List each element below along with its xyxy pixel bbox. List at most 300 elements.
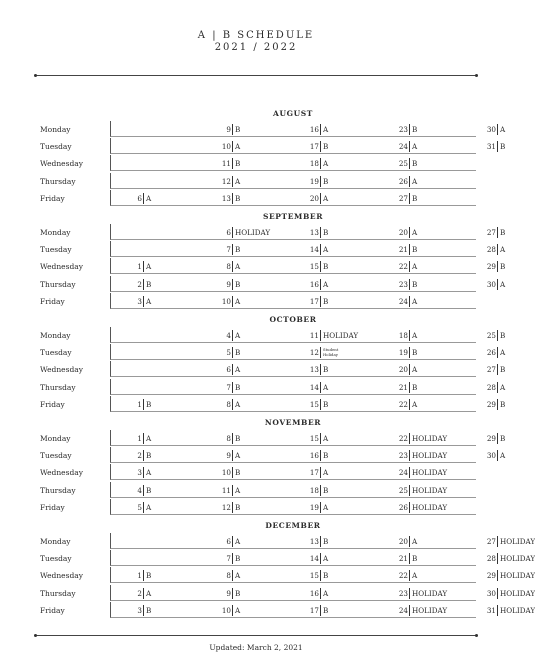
divider-mark	[320, 193, 321, 204]
date-number: 20	[398, 228, 408, 237]
date-number: 10	[221, 468, 231, 478]
divider-mark	[497, 382, 498, 393]
day-row	[40, 173, 476, 190]
ab-day-label: A	[412, 537, 418, 546]
ab-day-label: A	[323, 125, 329, 134]
date-number: 28	[486, 245, 496, 255]
divider-mark	[320, 227, 321, 238]
day-row	[40, 396, 506, 413]
divider-mark	[232, 261, 233, 272]
ab-day-label: A	[235, 399, 241, 409]
ab-day-label: B	[323, 365, 329, 375]
day-row	[40, 567, 535, 584]
ab-day-label: A	[235, 605, 241, 615]
ab-day-label: B	[412, 159, 418, 169]
date-number: 5	[137, 502, 142, 512]
day-label: Friday	[40, 502, 65, 512]
day-row	[40, 190, 476, 207]
ab-day-label: B	[412, 554, 418, 564]
divider-mark	[497, 553, 498, 564]
ab-day-label: A	[500, 279, 506, 289]
divider-mark	[409, 553, 410, 564]
week-cells	[110, 430, 506, 446]
divider-mark	[320, 124, 321, 135]
day-label: Thursday	[40, 279, 76, 289]
divider-mark	[409, 347, 410, 358]
holiday-label: HOLIDAY	[500, 554, 535, 564]
date-number: 16	[309, 588, 319, 598]
date-number: 3	[137, 468, 142, 478]
ab-day-label: A	[323, 382, 329, 392]
month-title-september: SEPTEMBER	[262, 212, 324, 221]
divider-mark	[143, 296, 144, 307]
ab-day-label: B	[323, 605, 329, 615]
ab-day-label: A	[146, 296, 152, 306]
ab-day-label: A	[146, 262, 152, 272]
day-label: Tuesday	[40, 142, 72, 152]
date-number: 22	[398, 399, 408, 409]
divider-mark	[409, 364, 410, 375]
divider-mark	[409, 279, 410, 290]
divider-mark	[409, 502, 410, 513]
date-number: 14	[309, 554, 319, 564]
divider-mark	[409, 605, 410, 616]
date-number: 12	[221, 502, 231, 512]
ab-day-label: A	[412, 571, 418, 581]
divider-mark	[497, 141, 498, 152]
ab-day-label: B	[235, 468, 241, 478]
date-number: 29	[486, 399, 496, 409]
ab-day-label: A	[235, 142, 241, 152]
date-number: 19	[309, 502, 319, 512]
day-row	[40, 379, 506, 396]
divider-mark	[320, 296, 321, 307]
day-row	[40, 430, 506, 447]
holiday-label: HOLIDAY	[500, 605, 535, 615]
divider-mark	[320, 279, 321, 290]
date-number: 16	[309, 125, 319, 134]
date-number: 17	[309, 468, 319, 478]
day-label: Friday	[40, 296, 65, 306]
day-label: Thursday	[40, 485, 76, 495]
day-label: Wednesday	[40, 262, 83, 272]
divider-mark	[232, 364, 233, 375]
day-label: Thursday	[40, 176, 76, 186]
divider-mark	[232, 244, 233, 255]
divider-mark	[497, 279, 498, 290]
week-cells	[110, 361, 506, 377]
week-cells	[110, 379, 506, 395]
ab-day-label: B	[323, 176, 329, 186]
divider-mark	[320, 382, 321, 393]
date-number: 15	[309, 571, 319, 581]
holiday-label: HOLIDAY	[412, 502, 448, 512]
top-divider	[36, 75, 476, 76]
ab-day-label: A	[235, 331, 241, 340]
date-number: 17	[309, 605, 319, 615]
divider-mark	[232, 399, 233, 410]
divider-mark	[409, 382, 410, 393]
date-number: 24	[398, 142, 408, 152]
day-row	[40, 482, 476, 499]
day-row	[40, 361, 506, 378]
date-number: 5	[226, 348, 231, 358]
ab-day-label: B	[146, 485, 152, 495]
date-number: 27	[398, 193, 408, 203]
divider-mark	[497, 227, 498, 238]
ab-day-label: B	[146, 451, 152, 461]
holiday-label: HOLIDAY	[412, 485, 448, 495]
title-line-2: 2021 / 2022	[214, 42, 298, 53]
date-number: 2	[137, 279, 142, 289]
divider-mark	[409, 124, 410, 135]
ab-day-label: B	[412, 245, 418, 255]
ab-day-label: B	[146, 605, 152, 615]
ab-day-label: A	[500, 382, 506, 392]
divider-mark	[320, 450, 321, 461]
divider-mark	[143, 450, 144, 461]
ab-day-label: B	[412, 382, 418, 392]
day-label: Wednesday	[40, 571, 83, 581]
divider-mark	[143, 485, 144, 496]
holiday-label: HOLIDAY	[235, 228, 271, 237]
date-number: 13	[221, 193, 231, 203]
ab-day-label: A	[235, 365, 241, 375]
date-number: 25	[398, 159, 408, 169]
day-row	[40, 447, 506, 464]
ab-day-label: A	[146, 588, 152, 598]
ab-day-label: B	[323, 485, 329, 495]
ab-day-label: A	[412, 331, 418, 340]
date-number: 15	[309, 399, 319, 409]
ab-day-label: A	[146, 468, 152, 478]
date-number: 8	[226, 262, 231, 272]
divider-mark	[232, 536, 233, 547]
holiday-label: HOLIDAY	[500, 571, 535, 581]
ab-day-label: A	[146, 193, 152, 203]
divider-mark	[409, 176, 410, 187]
date-number: 2	[137, 451, 142, 461]
holiday-label: HOLIDAY	[412, 588, 448, 598]
date-number: 23	[398, 451, 408, 461]
divider-mark	[232, 141, 233, 152]
divider-mark	[320, 553, 321, 564]
ab-day-label: B	[500, 399, 506, 409]
student-holiday-label: Student Holiday	[323, 347, 339, 357]
divider-mark	[497, 261, 498, 272]
divider-mark	[232, 158, 233, 169]
ab-day-label: A	[235, 296, 241, 306]
date-number: 31	[486, 605, 496, 615]
ab-day-label: A	[235, 262, 241, 272]
date-number: 1	[137, 262, 142, 272]
ab-day-label: B	[235, 554, 241, 564]
ab-day-label: B	[412, 125, 418, 134]
week-cells	[110, 396, 506, 412]
holiday-label: HOLIDAY	[412, 434, 448, 443]
ab-day-label: A	[323, 588, 329, 598]
holiday-label: HOLIDAY	[412, 605, 448, 615]
ab-day-label: A	[323, 502, 329, 512]
divider-mark	[497, 244, 498, 255]
date-number: 24	[398, 605, 408, 615]
date-number: 6	[226, 537, 231, 546]
divider-mark	[232, 330, 233, 341]
divider-mark	[232, 279, 233, 290]
date-number: 12	[309, 348, 319, 358]
divider-mark	[320, 347, 321, 358]
ab-day-label: B	[146, 279, 152, 289]
date-number: 31	[486, 142, 496, 152]
day-row	[40, 464, 476, 481]
divider-mark	[143, 279, 144, 290]
day-row	[40, 550, 535, 567]
divider-mark	[497, 399, 498, 410]
day-label: Tuesday	[40, 245, 72, 255]
ab-day-label: B	[235, 245, 241, 255]
date-number: 29	[486, 434, 496, 443]
date-number: 30	[486, 279, 496, 289]
ab-day-label: B	[323, 142, 329, 152]
date-number: 23	[398, 125, 408, 134]
divider-mark	[497, 347, 498, 358]
day-label: Monday	[40, 125, 71, 134]
ab-day-label: A	[323, 245, 329, 255]
ab-day-label: B	[146, 399, 152, 409]
date-number: 22	[398, 262, 408, 272]
date-number: 16	[309, 279, 319, 289]
divider-mark	[409, 193, 410, 204]
date-number: 9	[226, 279, 231, 289]
divider-mark	[232, 570, 233, 581]
date-number: 26	[486, 348, 496, 358]
divider-mark	[232, 193, 233, 204]
date-number: 9	[226, 125, 231, 134]
divider-mark	[320, 605, 321, 616]
ab-day-label: A	[412, 176, 418, 186]
date-number: 17	[309, 296, 319, 306]
ab-day-label: A	[500, 125, 506, 134]
divider-mark	[232, 605, 233, 616]
divider-mark	[320, 141, 321, 152]
ab-day-label: A	[146, 502, 152, 512]
ab-day-label: A	[323, 159, 329, 169]
day-row	[40, 276, 506, 293]
date-number: 30	[486, 588, 496, 598]
holiday-label: HOLIDAY	[500, 588, 535, 598]
holiday-label: HOLIDAY	[412, 451, 448, 461]
divider-mark	[320, 330, 321, 341]
week-cells	[110, 190, 476, 206]
divider-mark	[320, 158, 321, 169]
schedule-title	[0, 30, 512, 54]
month-title-november: NOVEMBER	[264, 418, 322, 427]
divider-mark	[232, 433, 233, 444]
ab-day-label: A	[235, 485, 241, 495]
date-number: 26	[398, 176, 408, 186]
day-row	[40, 138, 506, 155]
date-number: 28	[486, 382, 496, 392]
divider-mark	[409, 296, 410, 307]
ab-day-label: A	[412, 296, 418, 306]
day-row	[40, 602, 535, 619]
week-cells	[110, 241, 506, 257]
date-number: 4	[137, 485, 142, 495]
ab-day-label: B	[235, 193, 241, 203]
ab-day-label: B	[412, 348, 418, 358]
divider-mark	[143, 193, 144, 204]
divider-mark	[409, 536, 410, 547]
divider-mark	[409, 244, 410, 255]
date-number: 6	[137, 193, 142, 203]
ab-day-label: A	[412, 142, 418, 152]
divider-mark	[320, 176, 321, 187]
date-number: 2	[137, 588, 142, 598]
ab-day-label: A	[235, 571, 241, 581]
divider-mark	[320, 485, 321, 496]
day-row	[40, 293, 476, 310]
date-number: 25	[398, 485, 408, 495]
date-number: 6	[226, 228, 231, 237]
ab-day-label: A	[500, 348, 506, 358]
ab-day-label: A	[412, 365, 418, 375]
divider-mark	[143, 502, 144, 513]
date-number: 10	[221, 296, 231, 306]
day-label: Thursday	[40, 382, 76, 392]
day-label: Monday	[40, 228, 71, 237]
divider-mark	[232, 347, 233, 358]
ab-day-label: A	[323, 193, 329, 203]
divider-mark	[232, 382, 233, 393]
ab-day-label: B	[235, 279, 241, 289]
ab-day-label: A	[323, 554, 329, 564]
ab-day-label: B	[500, 365, 506, 375]
date-number: 1	[137, 399, 142, 409]
date-number: 3	[137, 605, 142, 615]
week-cells	[110, 138, 506, 154]
week-cells	[110, 567, 535, 583]
date-number: 23	[398, 279, 408, 289]
divider-mark	[320, 433, 321, 444]
date-number: 10	[221, 142, 231, 152]
divider-mark	[143, 467, 144, 478]
ab-day-label: B	[235, 434, 241, 443]
date-number: 20	[309, 193, 319, 203]
divider-mark	[232, 485, 233, 496]
week-cells	[110, 464, 476, 480]
divider-mark	[497, 433, 498, 444]
date-number: 7	[226, 245, 231, 255]
divider-mark	[232, 467, 233, 478]
date-number: 21	[398, 245, 408, 255]
date-number: 15	[309, 434, 319, 443]
divider-mark	[409, 141, 410, 152]
date-number: 16	[309, 451, 319, 461]
date-number: 21	[398, 382, 408, 392]
holiday-label: HOLIDAY	[323, 331, 359, 340]
date-number: 11	[221, 485, 231, 495]
ab-day-label: B	[500, 262, 506, 272]
ab-day-label: B	[323, 228, 329, 237]
date-number: 25	[486, 331, 496, 340]
divider-mark	[320, 261, 321, 272]
date-number: 27	[486, 228, 496, 237]
ab-day-label: B	[235, 588, 241, 598]
holiday-label: HOLIDAY	[412, 468, 448, 478]
date-number: 11	[309, 331, 319, 340]
ab-day-label: A	[500, 245, 506, 255]
week-cells	[110, 344, 506, 360]
week-cells	[110, 499, 476, 515]
ab-day-label: A	[323, 468, 329, 478]
ab-day-label: B	[146, 571, 152, 581]
divider-mark	[497, 570, 498, 581]
day-label: Tuesday	[40, 554, 72, 564]
day-label: Wednesday	[40, 159, 83, 169]
ab-day-label: A	[412, 228, 418, 237]
divider-mark	[232, 588, 233, 599]
ab-day-label: B	[235, 348, 241, 358]
date-number: 30	[486, 125, 496, 134]
date-number: 19	[309, 176, 319, 186]
date-number: 22	[398, 434, 408, 443]
divider-mark	[409, 588, 410, 599]
holiday-label: HOLIDAY	[500, 537, 535, 546]
divider-mark	[497, 605, 498, 616]
divider-mark	[232, 176, 233, 187]
date-number: 14	[309, 245, 319, 255]
divider-mark	[409, 330, 410, 341]
date-number: 29	[486, 262, 496, 272]
day-label: Monday	[40, 434, 71, 443]
divider-mark	[497, 588, 498, 599]
date-number: 27	[486, 537, 496, 546]
ab-day-label: A	[412, 262, 418, 272]
date-number: 20	[398, 365, 408, 375]
ab-day-label: A	[235, 176, 241, 186]
divider-mark	[320, 570, 321, 581]
date-number: 18	[398, 331, 408, 340]
date-number: 13	[309, 537, 319, 546]
ab-day-label: B	[235, 502, 241, 512]
ab-day-label: B	[323, 296, 329, 306]
divider-mark	[409, 433, 410, 444]
ab-day-label: B	[323, 537, 329, 546]
day-row	[40, 224, 506, 241]
title-line-1: A | B SCHEDULE	[197, 30, 315, 41]
updated-note: Updated: March 2, 2021	[209, 643, 303, 652]
ab-day-label: B	[500, 331, 506, 340]
day-row	[40, 258, 506, 275]
divider-mark	[232, 450, 233, 461]
day-label: Thursday	[40, 588, 76, 598]
week-cells	[110, 550, 535, 566]
divider-mark	[320, 536, 321, 547]
date-number: 11	[221, 159, 231, 169]
day-row	[40, 327, 506, 344]
divider-mark	[232, 502, 233, 513]
date-number: 29	[486, 571, 496, 581]
date-number: 6	[226, 365, 231, 375]
date-number: 8	[226, 434, 231, 443]
date-number: 8	[226, 571, 231, 581]
week-cells	[110, 155, 476, 171]
ab-day-label: B	[500, 434, 506, 443]
ab-day-label: A	[235, 537, 241, 546]
day-label: Tuesday	[40, 451, 72, 461]
day-row	[40, 155, 476, 172]
divider-mark	[143, 399, 144, 410]
